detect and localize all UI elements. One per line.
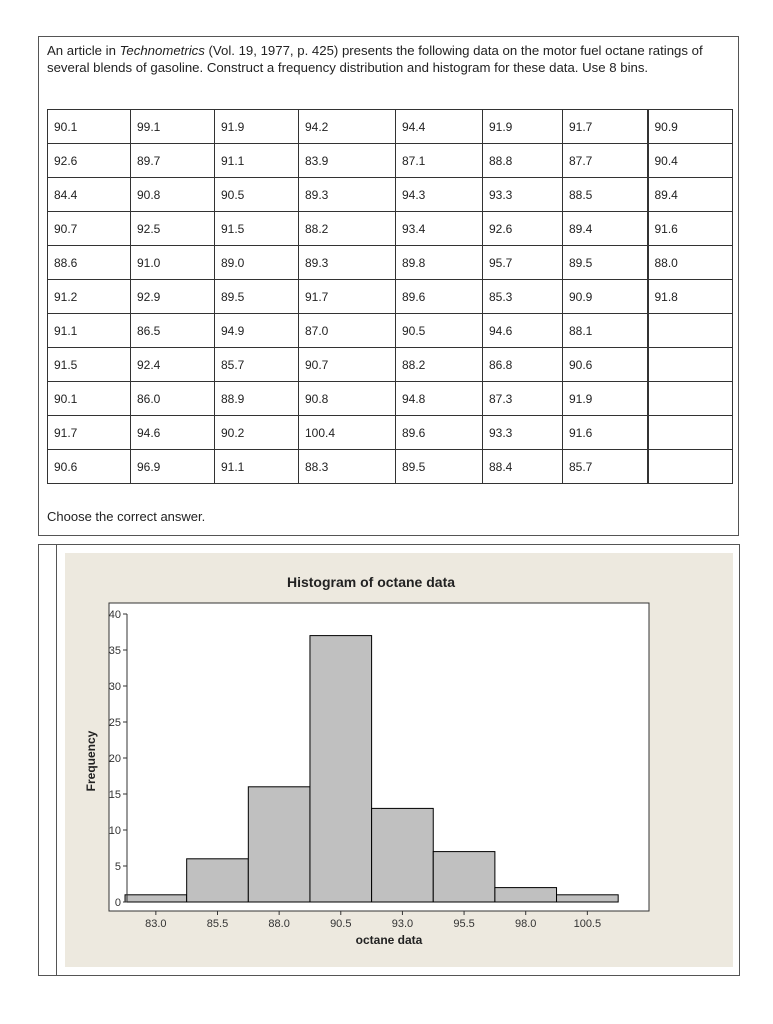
table-cell: 91.7 bbox=[299, 280, 396, 314]
y-tick-label: 15 bbox=[108, 789, 121, 801]
table-row bbox=[48, 246, 733, 280]
histogram-bar bbox=[433, 852, 495, 902]
table-cell: 99.1 bbox=[131, 110, 215, 144]
table-cell: 88.1 bbox=[563, 314, 648, 348]
table-cell: 91.6 bbox=[563, 416, 648, 450]
x-tick-label: 85.5 bbox=[206, 918, 229, 930]
table-row bbox=[48, 314, 733, 348]
table-cell: 90.4 bbox=[648, 144, 733, 178]
table-cell: 91.8 bbox=[648, 280, 733, 314]
table-cell: 92.9 bbox=[131, 280, 215, 314]
table-cell: 89.5 bbox=[215, 280, 299, 314]
histogram-bar bbox=[187, 859, 249, 902]
table-cell: 87.1 bbox=[396, 144, 483, 178]
table-row bbox=[48, 110, 733, 144]
table-cell: 94.4 bbox=[396, 110, 483, 144]
answer-option-panel[interactable] bbox=[38, 544, 740, 976]
y-tick-label: 40 bbox=[108, 609, 121, 621]
table-cell: 88.0 bbox=[648, 246, 733, 280]
table-cell: 88.4 bbox=[483, 450, 563, 484]
table-cell: 90.1 bbox=[48, 110, 131, 144]
table-cell: 91.7 bbox=[48, 416, 131, 450]
table-cell: 92.4 bbox=[131, 348, 215, 382]
y-tick-label: 30 bbox=[108, 681, 121, 693]
table-cell: 90.7 bbox=[48, 212, 131, 246]
octane-data-table bbox=[47, 109, 733, 484]
table-cell bbox=[648, 382, 733, 416]
table-cell: 89.6 bbox=[396, 280, 483, 314]
y-tick-label: 10 bbox=[108, 825, 121, 837]
table-cell: 87.7 bbox=[563, 144, 648, 178]
table-cell: 91.9 bbox=[563, 382, 648, 416]
table-row bbox=[48, 416, 733, 450]
table-cell: 89.3 bbox=[299, 178, 396, 212]
question-text bbox=[47, 42, 727, 76]
option-divider bbox=[56, 545, 57, 975]
x-tick-label: 95.5 bbox=[453, 918, 475, 930]
x-tick-label: 98.0 bbox=[515, 918, 537, 930]
table-cell: 89.4 bbox=[563, 212, 648, 246]
table-cell: 93.3 bbox=[483, 416, 563, 450]
table-cell bbox=[648, 314, 733, 348]
table-cell: 89.6 bbox=[396, 416, 483, 450]
table-cell: 91.1 bbox=[215, 450, 299, 484]
histogram-chart bbox=[65, 553, 733, 967]
table-cell: 92.6 bbox=[483, 212, 563, 246]
choose-answer-prompt: Choose the correct answer. bbox=[47, 509, 206, 524]
table-cell: 94.9 bbox=[215, 314, 299, 348]
histogram-bar bbox=[248, 787, 310, 902]
table-cell: 87.3 bbox=[483, 382, 563, 416]
table-cell: 100.4 bbox=[299, 416, 396, 450]
table-cell: 90.9 bbox=[563, 280, 648, 314]
table-cell: 83.9 bbox=[299, 144, 396, 178]
table-cell: 87.0 bbox=[299, 314, 396, 348]
table-cell: 93.4 bbox=[396, 212, 483, 246]
y-tick-label: 20 bbox=[108, 753, 121, 765]
table-cell: 92.5 bbox=[131, 212, 215, 246]
histogram-bar bbox=[557, 895, 619, 902]
histogram-bar bbox=[125, 895, 187, 902]
x-axis-label: octane data bbox=[355, 933, 423, 947]
table-row bbox=[48, 382, 733, 416]
chart-title: Histogram of octane data bbox=[286, 574, 456, 590]
table-cell: 91.1 bbox=[48, 314, 131, 348]
table-cell: 88.6 bbox=[48, 246, 131, 280]
x-tick-label: 90.5 bbox=[330, 918, 352, 930]
table-cell: 85.7 bbox=[563, 450, 648, 484]
table-cell: 88.3 bbox=[299, 450, 396, 484]
table-row bbox=[48, 280, 733, 314]
table-cell: 90.7 bbox=[299, 348, 396, 382]
table-cell: 91.1 bbox=[215, 144, 299, 178]
table-cell: 90.6 bbox=[563, 348, 648, 382]
x-tick-label: 83.0 bbox=[145, 918, 167, 930]
table-cell: 89.5 bbox=[396, 450, 483, 484]
table-cell: 86.0 bbox=[131, 382, 215, 416]
table-row bbox=[48, 178, 733, 212]
table-cell: 89.8 bbox=[396, 246, 483, 280]
table-cell: 94.6 bbox=[483, 314, 563, 348]
x-tick-label: 88.0 bbox=[268, 918, 290, 930]
table-cell: 91.5 bbox=[215, 212, 299, 246]
journal-name: Technometrics bbox=[119, 43, 205, 58]
question-intro: An article in bbox=[47, 43, 120, 58]
table-cell: 86.8 bbox=[483, 348, 563, 382]
table-cell: 89.5 bbox=[563, 246, 648, 280]
table-cell: 90.9 bbox=[648, 110, 733, 144]
table-cell: 90.5 bbox=[215, 178, 299, 212]
table-cell: 88.9 bbox=[215, 382, 299, 416]
question-panel bbox=[38, 36, 739, 536]
table-cell: 92.6 bbox=[48, 144, 131, 178]
table-cell: 90.1 bbox=[48, 382, 131, 416]
table-cell: 89.0 bbox=[215, 246, 299, 280]
table-row bbox=[48, 212, 733, 246]
y-tick-label: 25 bbox=[108, 717, 121, 729]
table-cell: 88.2 bbox=[299, 212, 396, 246]
table-cell: 89.3 bbox=[299, 246, 396, 280]
table-cell: 89.4 bbox=[648, 178, 733, 212]
histogram-bar bbox=[495, 888, 557, 902]
y-tick-label: 35 bbox=[108, 645, 121, 657]
table-cell: 90.8 bbox=[131, 178, 215, 212]
table-cell: 85.7 bbox=[215, 348, 299, 382]
table-row bbox=[48, 450, 733, 484]
table-cell bbox=[648, 348, 733, 382]
table-cell: 90.6 bbox=[48, 450, 131, 484]
table-cell: 91.9 bbox=[215, 110, 299, 144]
table-cell: 88.5 bbox=[563, 178, 648, 212]
table-cell: 88.8 bbox=[483, 144, 563, 178]
table-cell bbox=[648, 416, 733, 450]
table-cell bbox=[648, 450, 733, 484]
table-cell: 91.7 bbox=[563, 110, 648, 144]
table-cell: 86.5 bbox=[131, 314, 215, 348]
table-cell: 94.8 bbox=[396, 382, 483, 416]
y-tick-label: 0 bbox=[114, 897, 121, 909]
question-body: (Vol. 19, 1977, p. 425) presents the following data on the motor fuel octane ratings of several blends of gasoline. Construct a frequency distribution and histogram for these data. Use 8 bins. bbox=[47, 43, 703, 75]
table-cell: 95.7 bbox=[483, 246, 563, 280]
table-cell: 91.9 bbox=[483, 110, 563, 144]
table-cell: 91.5 bbox=[48, 348, 131, 382]
table-row bbox=[48, 348, 733, 382]
y-axis-label: Frequency bbox=[84, 730, 98, 792]
x-tick-label: 93.0 bbox=[391, 918, 414, 930]
table-cell: 94.2 bbox=[299, 110, 396, 144]
table-cell: 91.6 bbox=[648, 212, 733, 246]
table-cell: 89.7 bbox=[131, 144, 215, 178]
histogram-bar bbox=[372, 808, 434, 902]
table-cell: 91.0 bbox=[131, 246, 215, 280]
table-cell: 85.3 bbox=[483, 280, 563, 314]
table-cell: 90.2 bbox=[215, 416, 299, 450]
table-cell: 94.6 bbox=[131, 416, 215, 450]
table-cell: 90.5 bbox=[396, 314, 483, 348]
histogram-bar bbox=[310, 636, 372, 902]
table-cell: 91.2 bbox=[48, 280, 131, 314]
table-cell: 96.9 bbox=[131, 450, 215, 484]
y-tick-label: 5 bbox=[114, 861, 121, 873]
table-cell: 94.3 bbox=[396, 178, 483, 212]
x-tick-label: 100.5 bbox=[573, 918, 602, 930]
table-cell: 90.8 bbox=[299, 382, 396, 416]
table-row bbox=[48, 144, 733, 178]
table-cell: 88.2 bbox=[396, 348, 483, 382]
table-cell: 93.3 bbox=[483, 178, 563, 212]
table-cell: 84.4 bbox=[48, 178, 131, 212]
